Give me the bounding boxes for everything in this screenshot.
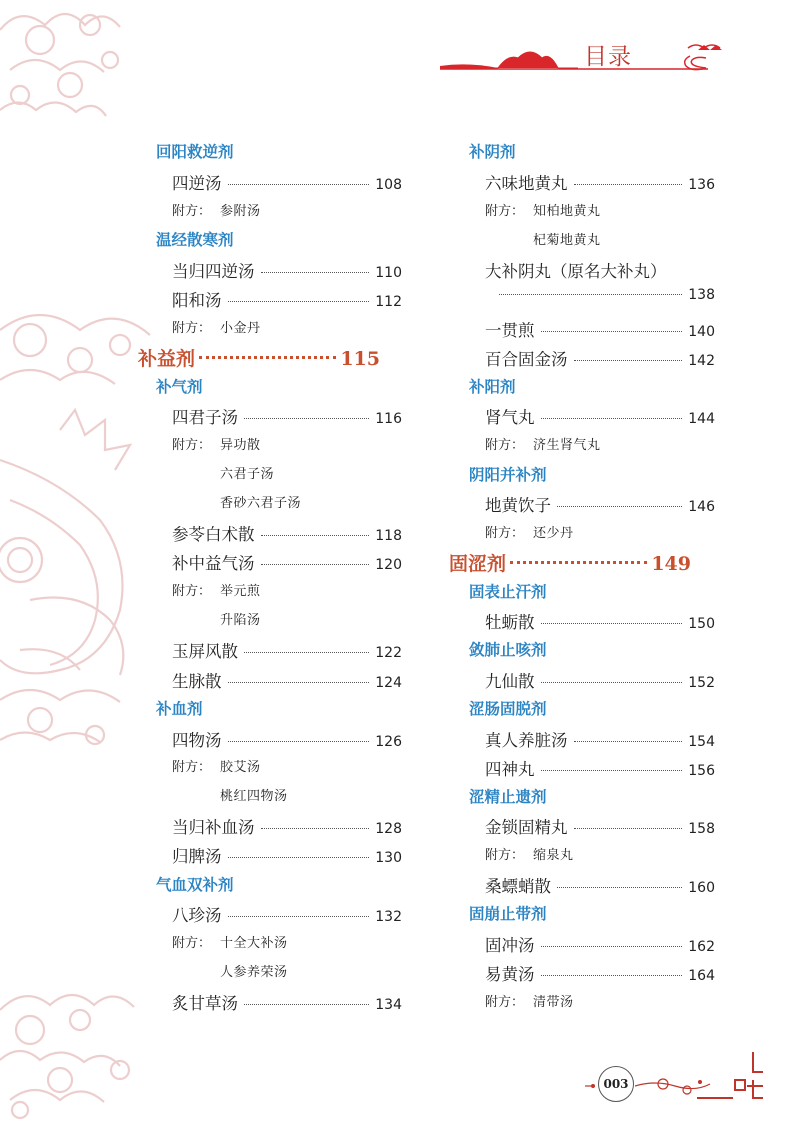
toc-entry[interactable] xyxy=(485,609,715,633)
main-category-name: 补益剂 xyxy=(138,348,196,370)
toc-subcategory[interactable]: 固崩止带剂 xyxy=(469,905,547,923)
entry-page: 138 xyxy=(688,287,715,303)
entry-page: 112 xyxy=(375,294,402,310)
entry-page: 110 xyxy=(375,265,402,281)
toc-subcategory[interactable]: 温经散寒剂 xyxy=(156,231,234,249)
appended-value: 参附汤 xyxy=(220,204,261,219)
entry-page: 116 xyxy=(375,411,402,427)
appended-formula xyxy=(172,317,442,336)
entry-name: 补中益气汤 xyxy=(172,554,255,573)
entry-page: 144 xyxy=(688,411,715,427)
dot-leader xyxy=(261,535,370,536)
appended-value: 举元煎 xyxy=(220,584,261,599)
entry-name: 四神丸 xyxy=(485,760,535,779)
appended-value: 胶艾汤 xyxy=(220,760,261,775)
entry-name: 易黄汤 xyxy=(485,965,535,984)
appended-label: 附方： xyxy=(172,936,212,951)
entry-page: 154 xyxy=(688,734,715,750)
dot-leader xyxy=(541,770,683,771)
toc-entry[interactable] xyxy=(485,668,715,692)
dot-leader xyxy=(228,301,370,302)
header-ornament-icon xyxy=(438,36,728,76)
entry-name: 四君子汤 xyxy=(172,408,238,427)
dot-leader xyxy=(228,682,370,683)
appended-label: 附方： xyxy=(485,848,525,863)
appended-value: 小金丹 xyxy=(220,321,261,336)
dot-leader xyxy=(244,418,369,419)
entry-name: 六味地黄丸 xyxy=(485,174,568,193)
main-category-name: 固涩剂 xyxy=(449,553,507,575)
dot-leader xyxy=(228,184,370,185)
toc-subcategory[interactable]: 回阳救逆剂 xyxy=(156,143,234,161)
toc-entry[interactable] xyxy=(172,814,402,838)
dot-leader xyxy=(541,682,683,683)
entry-name: 地黄饮子 xyxy=(485,496,551,515)
toc-subcategory[interactable]: 固表止汗剂 xyxy=(469,583,547,601)
appended-label: 附方： xyxy=(172,321,212,336)
dot-leader xyxy=(199,356,336,359)
entry-page: 108 xyxy=(375,177,402,193)
entry-name: 大补阴丸（原名大补丸） xyxy=(485,262,667,281)
main-category-page: 115 xyxy=(340,348,380,370)
entry-page: 142 xyxy=(688,353,715,369)
toc-entry[interactable] xyxy=(485,317,715,341)
toc-entry[interactable] xyxy=(485,404,715,428)
toc-subcategory[interactable]: 补阴剂 xyxy=(469,143,516,161)
entry-page: 136 xyxy=(688,177,715,193)
entry-name: 炙甘草汤 xyxy=(172,994,238,1013)
dot-leader xyxy=(541,623,683,624)
entry-name: 四物汤 xyxy=(172,731,222,750)
toc-subcategory[interactable]: 涩肠固脱剂 xyxy=(469,700,547,718)
entry-page: 124 xyxy=(375,675,402,691)
toc-entry[interactable] xyxy=(485,932,715,956)
appended-label: 附方： xyxy=(485,438,525,453)
appended-formula xyxy=(485,844,755,863)
entry-name: 四逆汤 xyxy=(172,174,222,193)
appended-label: 附方： xyxy=(485,204,525,219)
appended-value: 十全大补汤 xyxy=(220,936,288,951)
entry-page: 164 xyxy=(688,968,715,984)
appended-formula xyxy=(485,991,755,1010)
entry-page: 162 xyxy=(688,939,715,955)
entry-name: 金锁固精丸 xyxy=(485,818,568,837)
entry-name: 玉屏风散 xyxy=(172,642,238,661)
appended-value: 杞菊地黄丸 xyxy=(533,233,601,248)
entry-page: 128 xyxy=(375,821,402,837)
toc-entry[interactable] xyxy=(172,287,402,311)
dot-leader xyxy=(244,652,369,653)
dot-leader xyxy=(261,828,370,829)
toc-entry[interactable] xyxy=(172,638,402,662)
toc-subcategory[interactable]: 阴阳并补剂 xyxy=(469,466,547,484)
toc-entry[interactable] xyxy=(172,727,402,751)
toc-subcategory[interactable]: 气血双补剂 xyxy=(156,876,234,894)
dot-leader xyxy=(574,184,683,185)
dot-leader xyxy=(574,828,683,829)
entry-name: 阳和汤 xyxy=(172,291,222,310)
entry-page: 160 xyxy=(688,880,715,896)
toc-entry[interactable] xyxy=(172,902,402,926)
appended-formula xyxy=(485,200,755,219)
toc-subcategory[interactable]: 补阳剂 xyxy=(469,378,516,396)
appended-value: 人参养荣汤 xyxy=(220,965,288,980)
appended-formula xyxy=(485,434,755,453)
appended-value: 升陷汤 xyxy=(220,613,261,628)
appended-label: 附方： xyxy=(172,584,212,599)
toc-entry[interactable] xyxy=(485,727,715,751)
toc-entry[interactable] xyxy=(485,346,715,370)
appended-value: 知柏地黄丸 xyxy=(533,204,601,219)
toc-entry[interactable] xyxy=(485,756,715,780)
toc-entry-title[interactable] xyxy=(485,258,715,282)
appended-label: 附方： xyxy=(172,438,212,453)
dot-leader xyxy=(557,887,682,888)
appended-label: 附方： xyxy=(172,760,212,775)
dot-leader xyxy=(541,975,683,976)
appended-formula xyxy=(172,932,442,951)
toc-entry[interactable] xyxy=(172,170,402,194)
entry-page: 156 xyxy=(688,763,715,779)
entry-page: 120 xyxy=(375,557,402,573)
entry-name: 归脾汤 xyxy=(172,847,222,866)
appended-label: 附方： xyxy=(485,526,525,541)
appended-value: 缩泉丸 xyxy=(533,848,574,863)
entry-page: 150 xyxy=(688,616,715,632)
toc-subcategory[interactable]: 补血剂 xyxy=(156,700,203,718)
dot-leader xyxy=(244,1004,369,1005)
dot-leader xyxy=(574,360,683,361)
main-category-page: 149 xyxy=(651,553,691,575)
toc-entry[interactable] xyxy=(485,961,715,985)
dot-leader xyxy=(541,418,683,419)
entry-page: 126 xyxy=(375,734,402,750)
appended-formula xyxy=(172,434,442,453)
entry-page: 140 xyxy=(688,324,715,340)
dot-leader xyxy=(541,331,683,332)
entry-name: 桑螵蛸散 xyxy=(485,877,551,896)
dot-leader xyxy=(499,294,682,295)
toc-entry[interactable] xyxy=(485,492,715,516)
entry-page: 146 xyxy=(688,499,715,515)
dot-leader xyxy=(541,946,683,947)
dot-leader xyxy=(261,272,370,273)
entry-page: 118 xyxy=(375,528,402,544)
entry-name: 牡蛎散 xyxy=(485,613,535,632)
toc-entry[interactable] xyxy=(172,843,402,867)
entry-name: 肾气丸 xyxy=(485,408,535,427)
toc-entry[interactable] xyxy=(172,990,402,1014)
appended-value: 异功散 xyxy=(220,438,261,453)
appended-value: 还少丹 xyxy=(533,526,574,541)
appended-value: 济生肾气丸 xyxy=(533,438,601,453)
entry-name: 九仙散 xyxy=(485,672,535,691)
dot-leader xyxy=(261,564,370,565)
toc-entry[interactable] xyxy=(172,258,402,282)
toc-entry[interactable] xyxy=(172,550,402,574)
dot-leader xyxy=(574,741,683,742)
page-number: 003 xyxy=(598,1066,634,1102)
dot-leader xyxy=(510,561,647,564)
appended-value: 清带汤 xyxy=(533,995,574,1010)
entry-name: 生脉散 xyxy=(172,672,222,691)
appended-label: 附方： xyxy=(485,995,525,1010)
appended-value: 六君子汤 xyxy=(220,467,275,482)
entry-page: 158 xyxy=(688,821,715,837)
entry-name: 参苓白术散 xyxy=(172,525,255,544)
entry-page: 134 xyxy=(375,997,402,1013)
entry-name: 真人养脏汤 xyxy=(485,731,568,750)
appended-value: 香砂六君子汤 xyxy=(220,496,302,511)
dot-leader xyxy=(228,741,370,742)
entry-name: 八珍汤 xyxy=(172,906,222,925)
dot-leader xyxy=(557,506,682,507)
entry-name: 百合固金汤 xyxy=(485,350,568,369)
entry-name: 固冲汤 xyxy=(485,936,535,955)
entry-page: 122 xyxy=(375,645,402,661)
entry-name: 当归补血汤 xyxy=(172,818,255,837)
toc-subcategory[interactable]: 补气剂 xyxy=(156,378,203,396)
toc-entry[interactable] xyxy=(172,404,402,428)
entry-page: 132 xyxy=(375,909,402,925)
entry-name: 一贯煎 xyxy=(485,321,535,340)
toc-subcategory[interactable]: 涩精止遗剂 xyxy=(469,788,547,806)
toc-entry[interactable] xyxy=(485,814,715,838)
appended-label: 附方： xyxy=(172,204,212,219)
toc-entry[interactable] xyxy=(172,521,402,545)
entry-name: 当归四逆汤 xyxy=(172,262,255,281)
dot-leader xyxy=(228,857,370,858)
toc-subcategory[interactable]: 敛肺止咳剂 xyxy=(469,641,547,659)
entry-page: 130 xyxy=(375,850,402,866)
toc-main-category[interactable] xyxy=(449,549,691,576)
page-title: 目录 xyxy=(584,44,632,70)
toc-main-category[interactable] xyxy=(138,344,380,371)
toc-entry[interactable] xyxy=(485,170,715,194)
appended-formula xyxy=(172,756,442,775)
entry-page: 152 xyxy=(688,675,715,691)
appended-formula xyxy=(172,200,442,219)
appended-value: 桃红四物汤 xyxy=(220,789,288,804)
toc-entry[interactable] xyxy=(172,668,402,692)
toc-entry-continuation[interactable] xyxy=(499,287,715,303)
dot-leader xyxy=(228,916,370,917)
appended-formula xyxy=(485,522,755,541)
appended-formula xyxy=(172,580,442,599)
toc-entry[interactable] xyxy=(485,873,715,897)
